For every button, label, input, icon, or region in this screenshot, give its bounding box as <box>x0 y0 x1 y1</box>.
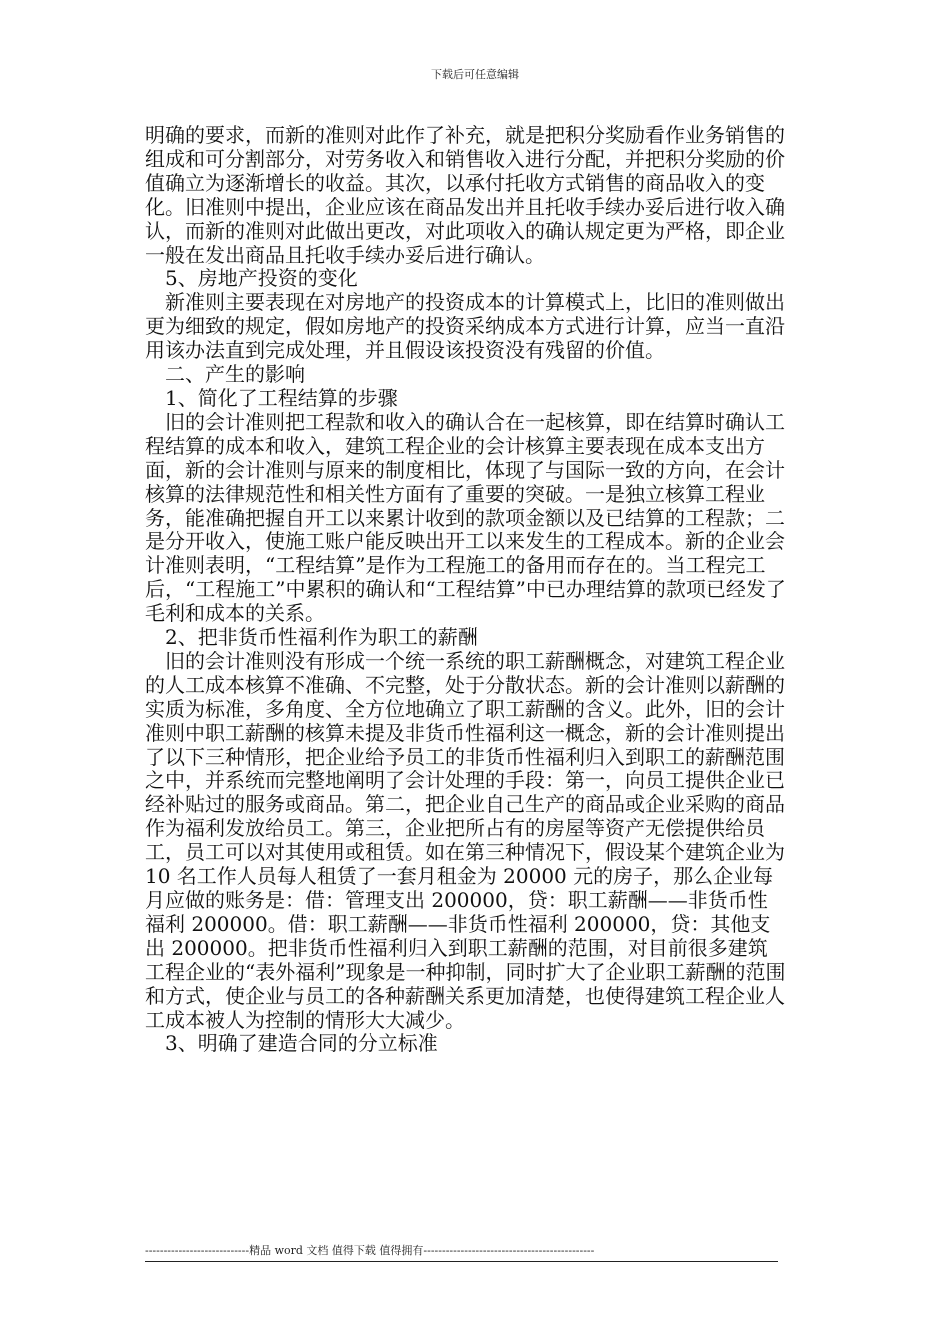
section-heading-impact: 二、产生的影响 <box>165 362 305 387</box>
subheading-settlement: 1、简化了工程结算的步骤 <box>165 385 398 410</box>
paragraph-welfare: 旧的会计准则没有形成一个统一系统的职工薪酬概念，对建筑工程企业的人工成本核算不准确、不完整，处于分散状态。新的会计准则以薪酬的实质为标准，多角度、全方位地确立了职工薪酬的含义。此外，旧的会计准则中职工薪酬的核算未提及非货币性福利这一概念，新的会计准则提出了以下三种情形，把企业给予员工的非货币性福利归入到职工的薪酬范围之中，并系统而完整地阐明了会计处理的手段：第一，向员工提供企业已经补贴过的服务或商品。第二，把企业自己生产的商品或企业采购的商品作为福利发放给员工。第三，企业把所占有的房屋等资产无偿提供给员工，员工可以对其使用或租赁。如在第三种情况下，假设某个建筑企业为 10 名工作人员每人租赁了一套月租金为 20000 元的房子，那么企业每月应做的账务是：借：管理支出 200000，贷：职工薪酬——非货币性福利 200000。借：职工薪酬——非货币性福利 200000，贷：其他支出 200000。把非货币性福利归入到职工薪酬的范围，对目前很多建筑工程企业的“表外福利”现象是一种抑制，同时扩大了企业职工薪酬的范围和方式，使企业与员工的各种薪酬关系更加清楚，也使得建筑工程企业人工成本被人为控制的情形大大减少。 <box>145 648 786 1032</box>
section-heading-real-estate: 5、房地产投资的变化 <box>165 266 358 291</box>
paragraph-settlement: 旧的会计准则把工程款和收入的确认合在一起核算，即在结算时确认工程结算的成本和收入，建筑工程企业的会计核算主要表现在成本支出方面，新的会计准则与原来的制度相比，体现了与国际一致的方向，在会计核算的法律规范性和相关性方面有了重要的突破。一是独立核算工程业务，能准确把握自开工以来累计收到的款项金额以及已结算的工程款；二是分开收入，使施工账户能反映出开工以来发生的工程成本。新的企业会计准则表明，“工程结算”是作为工程施工的备用而存在的。当工程完工后，“工程施工”中累积的确认和“工程结算”中已办理结算的款项已经发了毛利和成本的关系。 <box>145 409 786 626</box>
subheading-welfare: 2、把非货币性福利作为职工的薪酬 <box>165 625 478 650</box>
footer-divider <box>145 1261 778 1262</box>
paragraph-real-estate: 新准则主要表现在对房地产的投资成本的计算模式上，比旧的准则做出更为细致的规定，假如房地产的投资采纳成本方式进行计算，应当一直沿用该办法直到完成处理，并且假设该投资没有残留的价值。 <box>145 290 785 363</box>
document-body <box>145 124 787 1056</box>
subheading-contract: 3、明确了建造合同的分立标准 <box>165 1031 438 1056</box>
page-header: 下载后可任意编辑 <box>431 68 519 81</box>
paragraph-continuation: 明确的要求，而新的准则对此作了补充，就是把积分奖励看作业务销售的组成和可分割部分，对劳务收入和销售收入进行分配，并把积分奖励的价值确立为逐渐增长的收益。其次，以承付托收方式销售的商品收入的变化。旧准则中提出，企业应该在商品发出并且托收手续办妥后进行收入确认，而新的准则对此做出更改，对此项收入的确认规定更为严格，即企业一般在发出商品且托收手续办妥后进行确认。 <box>145 123 785 267</box>
page-footer: ----------------------------精品 word 文档 值得下载 值得拥有---------------------------------------------- <box>145 1244 595 1257</box>
